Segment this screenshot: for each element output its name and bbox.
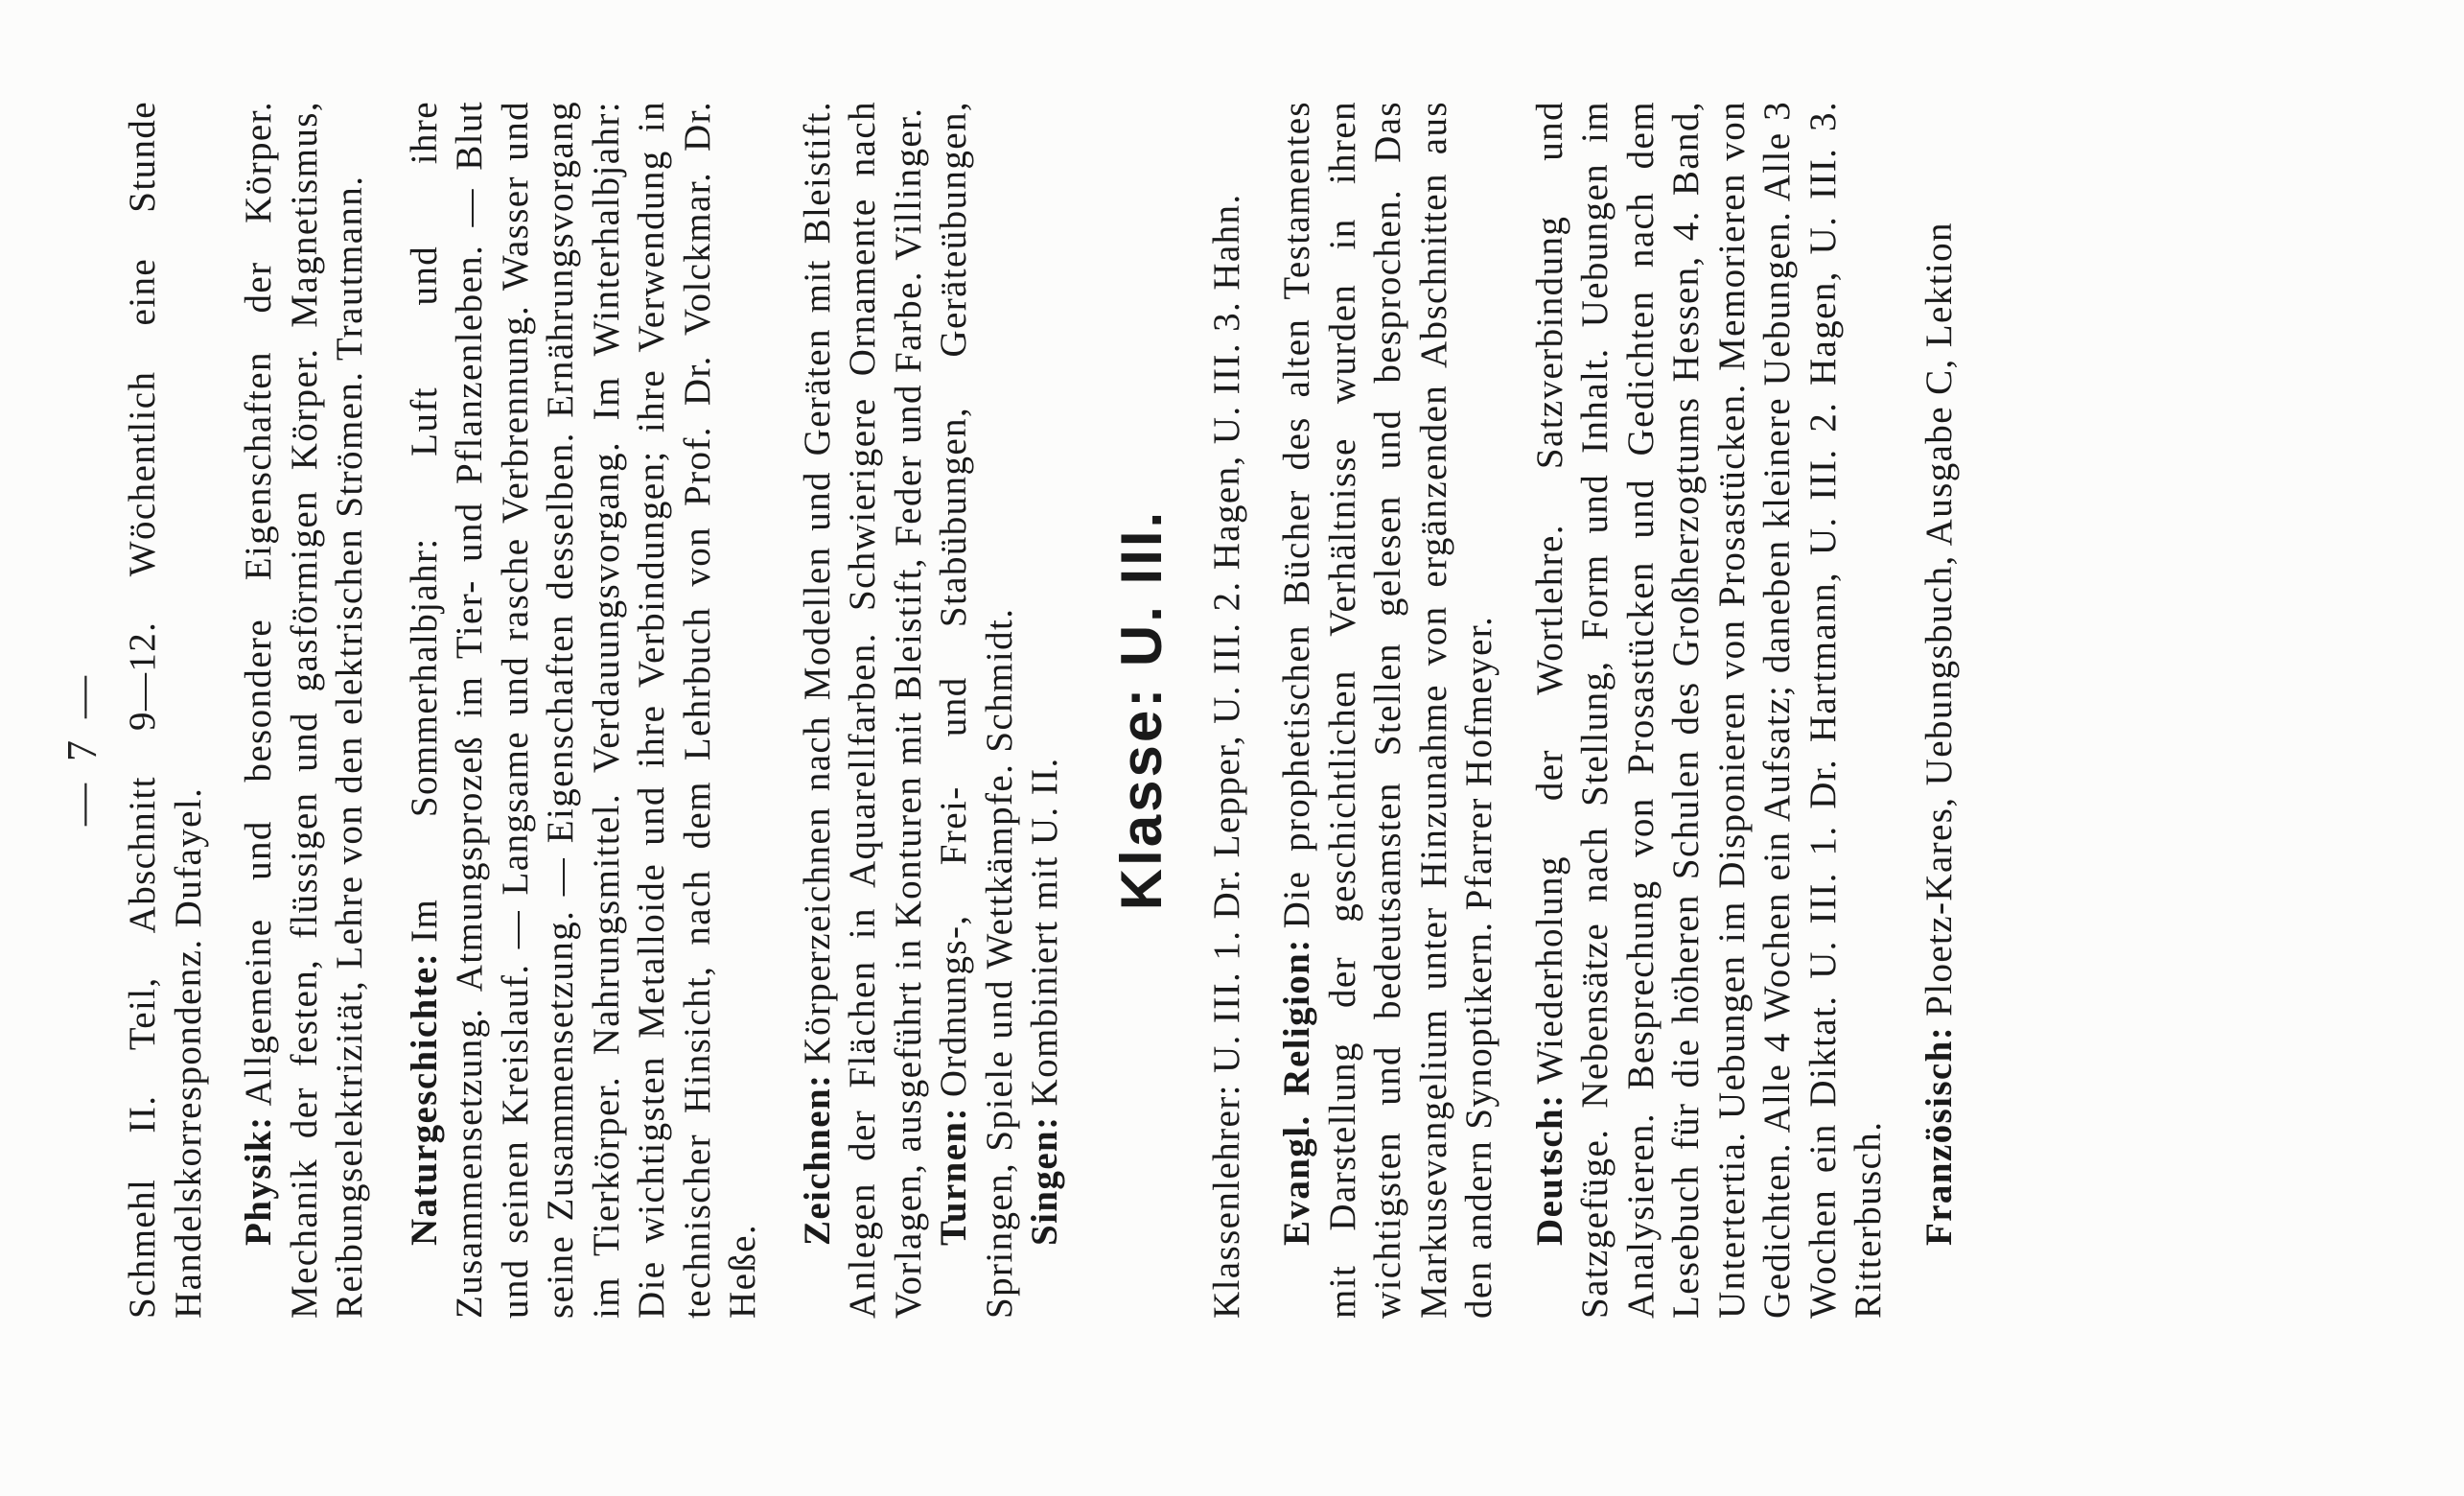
physik-paragraph bbox=[236, 101, 373, 1319]
turnen-text: Ordnungs-, Frei- und Stabübungen, Geräteübungen, Springen, Spiele und Wettkämpfe. Schmidt. bbox=[933, 101, 1020, 1319]
klassenlehrer-paragraph bbox=[1204, 101, 1250, 1319]
singen-paragraph bbox=[1022, 101, 1068, 1319]
religion-text: Die prophetischen Bücher des alten Testamentes mit Darstellung der geschichtlichen Verhältnisse wurden in ihren wichtigsten und bedeutsamsten Stellen gelesen und besprochen. Das Markusevangelium unter Hinzunahme von ergänzenden Abschnitten aus den andern Synoptikern. Pfarrer Hofmeyer. bbox=[1276, 100, 1499, 1319]
turnen-label: Turnen: bbox=[933, 1107, 974, 1246]
physik-label: Physik: bbox=[238, 1115, 279, 1246]
zeichnen-text: Körperzeichnen nach Modellen und Geräten mit Bleistift. Anlegen der Flächen in Aquarellfarben. Schwierigere Ornamente nach Vorlagen, ausgeführt in Konturen mit Bleistift, Feder und Farbe. Villinger. bbox=[796, 101, 929, 1319]
singen-label: Singen: bbox=[1024, 1115, 1065, 1246]
intro-paragraph bbox=[120, 101, 211, 1319]
physik-text: Allgemeine und besondere Eigenschaften der Körper. Mechanik der festen, flüssigen und gasförmigen Körper. Magnetismus, Reibungselektrizität, Lehre von den elektrischen Strömen. Trautmann. bbox=[238, 101, 370, 1319]
zeichnen-paragraph bbox=[795, 101, 932, 1319]
class-heading: Klasse: U. III. bbox=[1108, 508, 1174, 911]
turnen-paragraph bbox=[931, 101, 1022, 1319]
naturgeschichte-label: Naturgeschichte: bbox=[403, 951, 445, 1246]
klassenlehrer-text: Klassenlehrer: U. III. 1. Dr. Lepper, U. III. 2. Hagen, U. III. 3. Hahn. bbox=[1205, 193, 1247, 1319]
singen-text: Kombiniert mit U. II. bbox=[1024, 757, 1065, 1107]
document-body bbox=[120, 101, 1962, 1319]
naturgeschichte-paragraph bbox=[402, 101, 766, 1319]
deutsch-text: Wiederholung der Wortlehre. Satzverbindung und Satzgefüge. Nebensätze nach Stellung, Form und Inhalt. Uebungen im Analysieren. Besprechung von Prosastücken und Gedichten nach dem Lesebuch für die höheren Schulen des Großherzogtums Hessen, 4. Band, Untertertia. Uebungen im Disponieren von Prosastücken. Memorieren von Gedichten. Alle 4 Wochen ein Aufsatz; daneben kleinere Uebungen. Alle 3 Wochen ein Diktat. U. III. 1. Dr. Hartmann, U. III. 2. Hagen, U. III. 3. Ritterbusch. bbox=[1528, 101, 1889, 1319]
franzoesisch-text: Ploetz-Kares, Uebungsbuch, Ausgabe C, Lektion bbox=[1918, 222, 1960, 1017]
deutsch-label: Deutsch: bbox=[1528, 1093, 1570, 1246]
religion-label: Evangl. Religion: bbox=[1276, 938, 1317, 1246]
intro-text: Schmehl II. Teil, Abschnitt 9—12. Wöchentlich eine Stunde Handelskorrespondenz. Dufayel. bbox=[122, 101, 209, 1319]
franzoesisch-paragraph bbox=[1917, 101, 1963, 1319]
page-number: — 7 — bbox=[58, 670, 105, 826]
deutsch-paragraph bbox=[1527, 101, 1892, 1319]
zeichnen-label: Zeichnen: bbox=[796, 1073, 838, 1246]
religion-paragraph bbox=[1274, 101, 1502, 1319]
franzoesisch-label: Französisch: bbox=[1918, 1025, 1960, 1246]
naturgeschichte-text: Im Sommerhalbjahr: Luft und ihre Zusammensetzung. Atmungsprozeß im Tier- und Pflanzenleben. — Blut und seinen Kreislauf. — Langsame und rasche Verbrennung. Wasser und seine Zusammensetzung. — Eigenschaften desselben. Ernährungsvorgang im Tierkörper. Nahrungsmittel. Verdauungsvorgang. Im Winterhalbjahr: Die wichtigsten Metalloide und ihre Verbindungen; ihre Verwendung in technischer Hinsicht, nach dem Lehrbuch von Prof. Dr. Volckmar. Dr. Heße. bbox=[403, 101, 763, 1319]
